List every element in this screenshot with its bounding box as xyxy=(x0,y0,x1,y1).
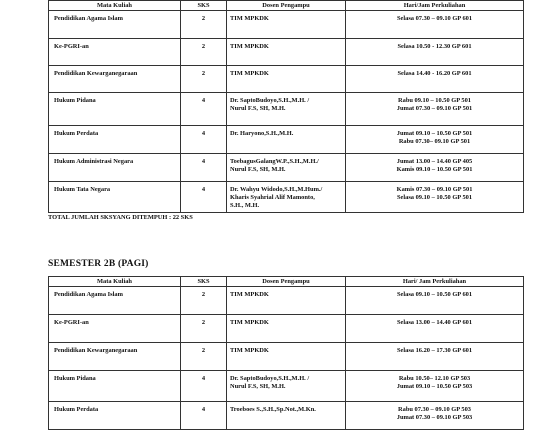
cell-dosen xyxy=(227,343,346,371)
semester-title: SEMESTER 2B (PAGI) xyxy=(48,259,149,269)
table-row xyxy=(49,402,524,430)
dosen-line: Kharis Syahrial Alif Mamonto, xyxy=(230,194,315,201)
hari-jam-line: Selasa 10.50 - 12.30 GP 601 xyxy=(397,43,472,50)
dosen-line: Nurul F.S, SH, M.H. xyxy=(230,105,286,112)
dosen-line: Dr. Haryono,S.H.,M.H. xyxy=(230,130,294,137)
cell-dosen xyxy=(227,126,346,154)
cell-hari-jam xyxy=(346,66,524,93)
cell-hari-jam xyxy=(346,371,524,402)
table-row xyxy=(49,287,524,315)
cell-hari-jam xyxy=(346,182,524,213)
cell-sks: 4 xyxy=(181,93,227,126)
hari-jam-line: Kamis 09.10 – 10.50 GP 501 xyxy=(396,166,473,173)
table-row xyxy=(49,126,524,154)
dosen-line: TIM MPKDK xyxy=(230,347,269,354)
total-sks-text: TOTAL JUMLAH SKSYANG DITEMPUH : 22 SKS xyxy=(48,214,193,221)
cell-sks: 4 xyxy=(181,126,227,154)
header-sks: SKS xyxy=(181,1,227,11)
cell-hari-jam xyxy=(346,343,524,371)
cell-dosen xyxy=(227,402,346,430)
hari-jam-line: Kamis 07.30 – 09.10 GP 501 xyxy=(396,186,473,193)
table-header-row xyxy=(49,1,524,11)
hari-jam-line: Jumat 13.00 – 14.40 GP 405 xyxy=(396,158,473,165)
cell-dosen xyxy=(227,182,346,213)
cell-mata-kuliah: Hukum Perdata xyxy=(49,402,181,430)
dosen-line: Dr. Wahyu Widodo,S.H.,M.Hum./ xyxy=(230,186,323,193)
hari-jam-line: Selasa 07.30 – 09.10 GP 601 xyxy=(396,15,473,22)
dosen-line: TIM MPKDK xyxy=(230,291,269,298)
cell-mata-kuliah: Hukum Pidana xyxy=(49,93,181,126)
table-row xyxy=(49,315,524,343)
cell-mata-kuliah: Pendidikan Kewarganegaraan xyxy=(49,343,181,371)
table-row xyxy=(49,66,524,93)
cell-dosen xyxy=(227,11,346,39)
cell-sks: 2 xyxy=(181,315,227,343)
cell-dosen xyxy=(227,371,346,402)
hari-jam-line: Selasa 09.10 – 10.50 GP 501 xyxy=(396,194,473,201)
hari-jam-line: Rabu 07.30 – 09.10 GP 503 xyxy=(398,406,471,413)
cell-dosen xyxy=(227,315,346,343)
cell-mata-kuliah: Pendidikan Kewarganegaraan xyxy=(49,66,181,93)
dosen-line: TIM MPKDK xyxy=(230,15,269,22)
cell-dosen xyxy=(227,66,346,93)
dosen-line: ToebagusGalangW.P.,S.H.,M.H./ xyxy=(230,158,319,165)
dosen-line: Nurul F.S, SH, M.H. xyxy=(230,383,286,390)
table-row xyxy=(49,371,524,402)
dosen-line: Dr. SaptoBudoyo,S.H.,M.H. / xyxy=(230,97,310,104)
table-row xyxy=(49,182,524,213)
cell-mata-kuliah: Pendidikan Agama Islam xyxy=(49,11,181,39)
table-row xyxy=(49,93,524,126)
cell-sks: 2 xyxy=(181,66,227,93)
hari-jam-line: Jumat 07.30 – 09.10 GP 501 xyxy=(396,105,473,112)
cell-dosen xyxy=(227,287,346,315)
cell-sks: 4 xyxy=(181,182,227,213)
header-dosen: Dosen Pengampu xyxy=(227,277,346,287)
header-hari-jam: Hari/Jam Perkuliahan xyxy=(346,1,524,11)
hari-jam-line: Rabu 09.10 – 10.50 GP 501 xyxy=(398,97,471,104)
cell-sks: 2 xyxy=(181,11,227,39)
dosen-line: S.H., M.H. xyxy=(230,202,260,209)
dosen-line: Nurul F.S, SH, M.H. xyxy=(230,166,286,173)
header-dosen: Dosen Pengampu xyxy=(227,1,346,11)
table-row xyxy=(49,154,524,182)
cell-dosen xyxy=(227,39,346,66)
cell-mata-kuliah: Hukum Perdata xyxy=(49,126,181,154)
cell-mata-kuliah: Ke-PGRI-an xyxy=(49,39,181,66)
cell-sks: 4 xyxy=(181,371,227,402)
hari-jam-line: Jumat 07.30 – 09.10 GP 503 xyxy=(396,414,473,421)
dosen-line: TIM MPKDK xyxy=(230,43,269,50)
schedule-table-2 xyxy=(48,276,524,430)
hari-jam-line: Selasa 14.40 - 16.20 GP 601 xyxy=(397,70,472,77)
header-mata-kuliah: Mata Kuliah xyxy=(49,277,181,287)
cell-sks: 2 xyxy=(181,287,227,315)
cell-sks: 4 xyxy=(181,402,227,430)
cell-hari-jam xyxy=(346,93,524,126)
cell-hari-jam xyxy=(346,126,524,154)
cell-hari-jam xyxy=(346,315,524,343)
table-row xyxy=(49,39,524,66)
schedule-table-1 xyxy=(48,0,524,213)
hari-jam-line: Jumat 09.10 – 10.50 GP 503 xyxy=(396,383,473,390)
table-header-row xyxy=(49,277,524,287)
dosen-line: TIM MPKDK xyxy=(230,70,269,77)
hari-jam-line: Selasa 16.20 – 17.30 GP 601 xyxy=(396,347,473,354)
cell-sks: 2 xyxy=(181,343,227,371)
cell-mata-kuliah: Hukum Tata Negara xyxy=(49,182,181,213)
cell-dosen xyxy=(227,93,346,126)
hari-jam-line: Rabu 10.50– 12.10 GP 503 xyxy=(398,375,471,382)
cell-sks: 4 xyxy=(181,154,227,182)
cell-hari-jam xyxy=(346,287,524,315)
table-row xyxy=(49,11,524,39)
hari-jam-line: Selasa 13.00 – 14.40 GP 601 xyxy=(396,319,473,326)
cell-mata-kuliah: Hukum Pidana xyxy=(49,371,181,402)
cell-mata-kuliah: Hukum Administrasi Negara xyxy=(49,154,181,182)
hari-jam-line: Selasa 09.10 – 10.50 GP 601 xyxy=(396,291,473,298)
cell-hari-jam xyxy=(346,39,524,66)
dosen-line: Dr. SaptoBudoyo,S.H.,M.H. / xyxy=(230,375,310,382)
dosen-line: Troeboes S.,S.H.,Sp.Not.,M.Kn. xyxy=(230,406,316,413)
cell-hari-jam xyxy=(346,11,524,39)
cell-dosen xyxy=(227,154,346,182)
cell-mata-kuliah: Pendidikan Agama Islam xyxy=(49,287,181,315)
cell-hari-jam xyxy=(346,154,524,182)
hari-jam-line: Rabu 07.30– 09.10 GP 501 xyxy=(398,138,471,145)
cell-sks: 2 xyxy=(181,39,227,66)
header-hari-jam: Hari/ Jam Perkuliahan xyxy=(346,277,524,287)
header-sks: SKS xyxy=(181,277,227,287)
cell-hari-jam xyxy=(346,402,524,430)
header-mata-kuliah: Mata Kuliah xyxy=(49,1,181,11)
dosen-line: TIM MPKDK xyxy=(230,319,269,326)
hari-jam-line: Jumat 09.10 – 10.50 GP 501 xyxy=(396,130,473,137)
table-row xyxy=(49,343,524,371)
cell-mata-kuliah: Ke-PGRI-an xyxy=(49,315,181,343)
